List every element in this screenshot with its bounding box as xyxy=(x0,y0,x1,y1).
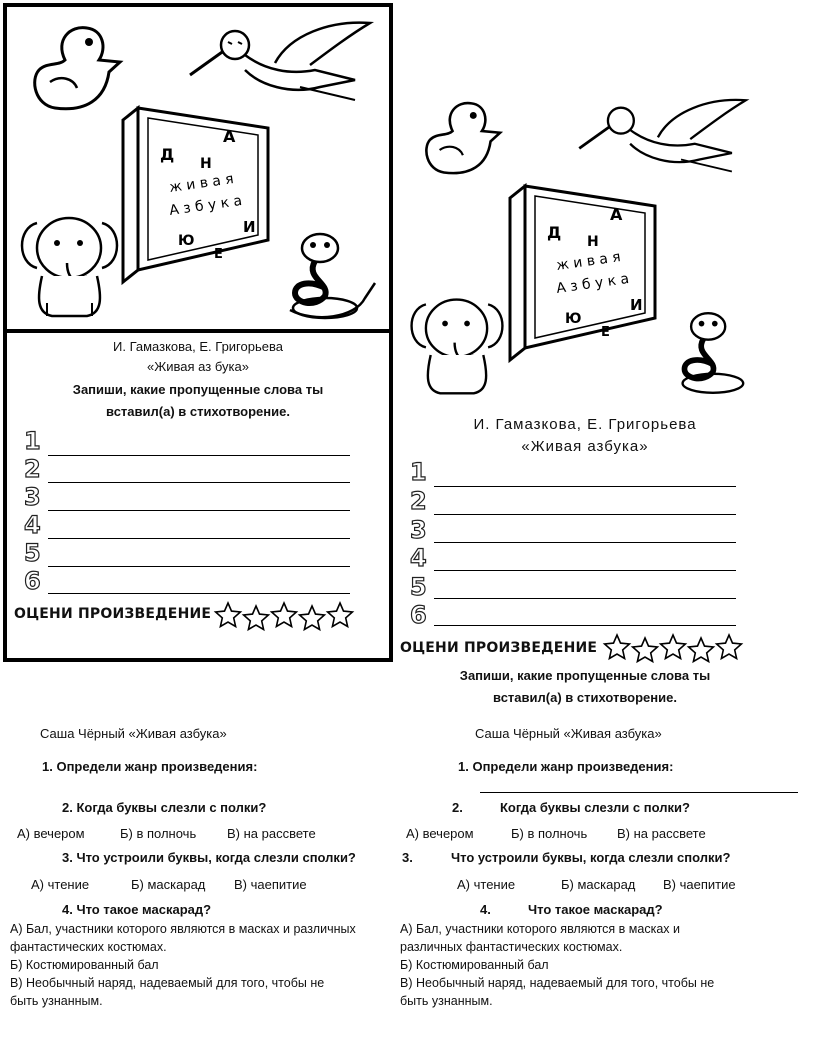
answer-line[interactable] xyxy=(434,542,736,543)
rate-label: ОЦЕНИ ПРОИЗВЕДЕНИЕ xyxy=(14,606,212,622)
quiz-right-answer-c-cont: быть узнанным. xyxy=(400,994,493,1008)
left-card-instruction: Запиши, какие пропущенные слова ты xyxy=(72,382,324,397)
answer-line[interactable] xyxy=(48,455,350,456)
option[interactable]: В) чаепитие xyxy=(234,877,307,892)
answer-number: 2 xyxy=(24,455,41,483)
rating-star[interactable] xyxy=(633,638,658,662)
option[interactable]: А) вечером xyxy=(17,826,85,841)
right-card-instruction-2: вставил(а) в стихотворение. xyxy=(493,690,677,705)
quiz-right-answer-a[interactable]: А) Бал, участники которого являются в масках и xyxy=(400,922,680,936)
right-card-instruction: Запиши, какие пропущенные слова ты xyxy=(459,668,711,683)
quiz-right-q3-num: 3. xyxy=(402,850,413,865)
quiz-right-q3: Что устроили буквы, когда слезли сполки? xyxy=(451,850,731,865)
elephant-illustration-right xyxy=(402,290,512,400)
book-letter: Н xyxy=(587,234,599,250)
answer-line[interactable] xyxy=(48,510,350,511)
quiz-left-answer-a-cont: фантастических костюмах. xyxy=(10,940,167,954)
book-letter: Ю xyxy=(565,311,582,327)
stork-illustration xyxy=(180,15,380,105)
rating-star[interactable] xyxy=(605,635,630,659)
elephant-illustration xyxy=(12,208,127,323)
quiz-right-q4-num: 4. xyxy=(480,902,491,917)
quiz-left-header: Саша Чёрный «Живая азбука» xyxy=(40,726,227,741)
quiz-left-answer-b[interactable]: Б) Костюмированный бал xyxy=(10,958,159,972)
book-letter: И xyxy=(630,296,643,314)
answer-number: 2 xyxy=(410,487,427,515)
answer-line[interactable] xyxy=(434,598,736,599)
book-title-word: А з б у к а xyxy=(555,270,631,297)
right-card-title: «Живая азбука» xyxy=(521,438,649,455)
snake-illustration-right xyxy=(675,305,765,400)
book-letter: Ю xyxy=(178,233,195,249)
answer-number: 3 xyxy=(24,483,41,511)
answer-line[interactable] xyxy=(434,570,736,571)
left-card-title: «Живая аз бука» xyxy=(147,359,249,374)
answer-line[interactable] xyxy=(434,625,736,626)
option[interactable]: В) чаепитие xyxy=(663,877,736,892)
option[interactable]: А) чтение xyxy=(457,877,516,892)
quiz-left-answer-a[interactable]: А) Бал, участники которого являются в масках и различных xyxy=(10,922,356,936)
quiz-left-answer-c-cont: быть узнанным. xyxy=(10,994,103,1008)
answer-line[interactable] xyxy=(48,538,350,539)
quiz-right-q2: Когда буквы слезли с полки? xyxy=(500,800,690,815)
quiz-left-q4: 4. Что такое маскарад? xyxy=(62,902,212,917)
book-letter: Е xyxy=(601,325,610,340)
answer-number: 5 xyxy=(24,539,41,567)
answer-number: 6 xyxy=(24,567,41,595)
rating-star[interactable] xyxy=(689,638,714,662)
left-card-instruction-2: вставил(а) в стихотворение. xyxy=(106,404,290,419)
quiz-left-q3: 3. Что устроили буквы, когда слезли сполки? xyxy=(62,850,356,865)
option[interactable]: Б) маскарад xyxy=(561,877,636,892)
quiz-right-answer-b[interactable]: Б) Костюмированный бал xyxy=(400,958,549,972)
quiz-right-answer-a-cont: различных фантастических костюмах. xyxy=(400,940,623,954)
answer-line[interactable] xyxy=(48,566,350,567)
rating-star[interactable] xyxy=(661,635,686,659)
book-title-word: ж и в а я xyxy=(555,249,622,274)
quiz-left-answer-c[interactable]: В) Необычный наряд, надеваемый для того, чтобы не xyxy=(10,976,325,990)
book-title-word: ж и в а я xyxy=(168,171,235,196)
quiz-right-q4: Что такое маскарад? xyxy=(528,902,663,917)
rating-star[interactable] xyxy=(300,606,325,630)
book-letter: Д xyxy=(547,223,562,242)
book-letter: И xyxy=(243,218,256,236)
book-letter: Е xyxy=(214,247,223,262)
answer-line[interactable] xyxy=(48,593,350,594)
option[interactable]: Б) маскарад xyxy=(131,877,206,892)
answer-number: 6 xyxy=(410,601,427,629)
answer-line[interactable] xyxy=(48,482,350,483)
rating-stars-right[interactable] xyxy=(603,632,743,664)
right-card-author: И. Гамазкова, Е. Григорьева xyxy=(473,416,697,433)
book-letter: А xyxy=(610,205,623,224)
quiz-right-q1: 1. Определи жанр произведения: xyxy=(458,759,674,774)
rate-label-right: ОЦЕНИ ПРОИЗВЕДЕНИЕ xyxy=(400,640,598,656)
quiz-left-q2: 2. Когда буквы слезли с полки? xyxy=(62,800,267,815)
option[interactable]: А) чтение xyxy=(31,877,90,892)
answer-number: 5 xyxy=(410,573,427,601)
option[interactable]: Б) в полночь xyxy=(511,826,588,841)
option[interactable]: В) на рассвете xyxy=(227,826,316,841)
left-card-author: И. Гамазкова, Е. Григорьева xyxy=(113,339,283,354)
answer-line[interactable] xyxy=(434,486,736,487)
option[interactable]: В) на рассвете xyxy=(617,826,706,841)
quiz-right-answer-c[interactable]: В) Необычный наряд, надеваемый для того, чтобы не xyxy=(400,976,715,990)
answer-number: 4 xyxy=(24,511,41,539)
rating-star[interactable] xyxy=(328,603,353,627)
answer-line[interactable] xyxy=(434,514,736,515)
quiz-right-header: Саша Чёрный «Живая азбука» xyxy=(475,726,662,741)
rating-star[interactable] xyxy=(717,635,742,659)
book-illustration-right xyxy=(505,178,665,363)
book-letter: Д xyxy=(160,145,175,164)
option[interactable]: Б) в полночь xyxy=(120,826,197,841)
rating-star[interactable] xyxy=(244,606,269,630)
rating-stars[interactable] xyxy=(214,600,354,632)
rating-star[interactable] xyxy=(272,603,297,627)
duck-illustration-right xyxy=(418,95,513,180)
book-illustration xyxy=(118,100,278,285)
genre-answer-line[interactable] xyxy=(480,792,798,793)
book-title-word: А з б у к а xyxy=(168,192,244,219)
option[interactable]: А) вечером xyxy=(406,826,474,841)
book-letter: А xyxy=(223,127,236,146)
answer-number: 1 xyxy=(24,427,41,455)
quiz-right-q2-num: 2. xyxy=(452,800,463,815)
quiz-left-q1: 1. Определи жанр произведения: xyxy=(42,759,258,774)
snake-illustration xyxy=(285,228,380,323)
answer-number: 4 xyxy=(410,544,427,572)
answer-number: 3 xyxy=(410,516,427,544)
rating-star[interactable] xyxy=(216,603,241,627)
stork-illustration-right xyxy=(570,92,755,177)
book-letter: Н xyxy=(200,156,212,172)
answer-number: 1 xyxy=(410,458,427,486)
